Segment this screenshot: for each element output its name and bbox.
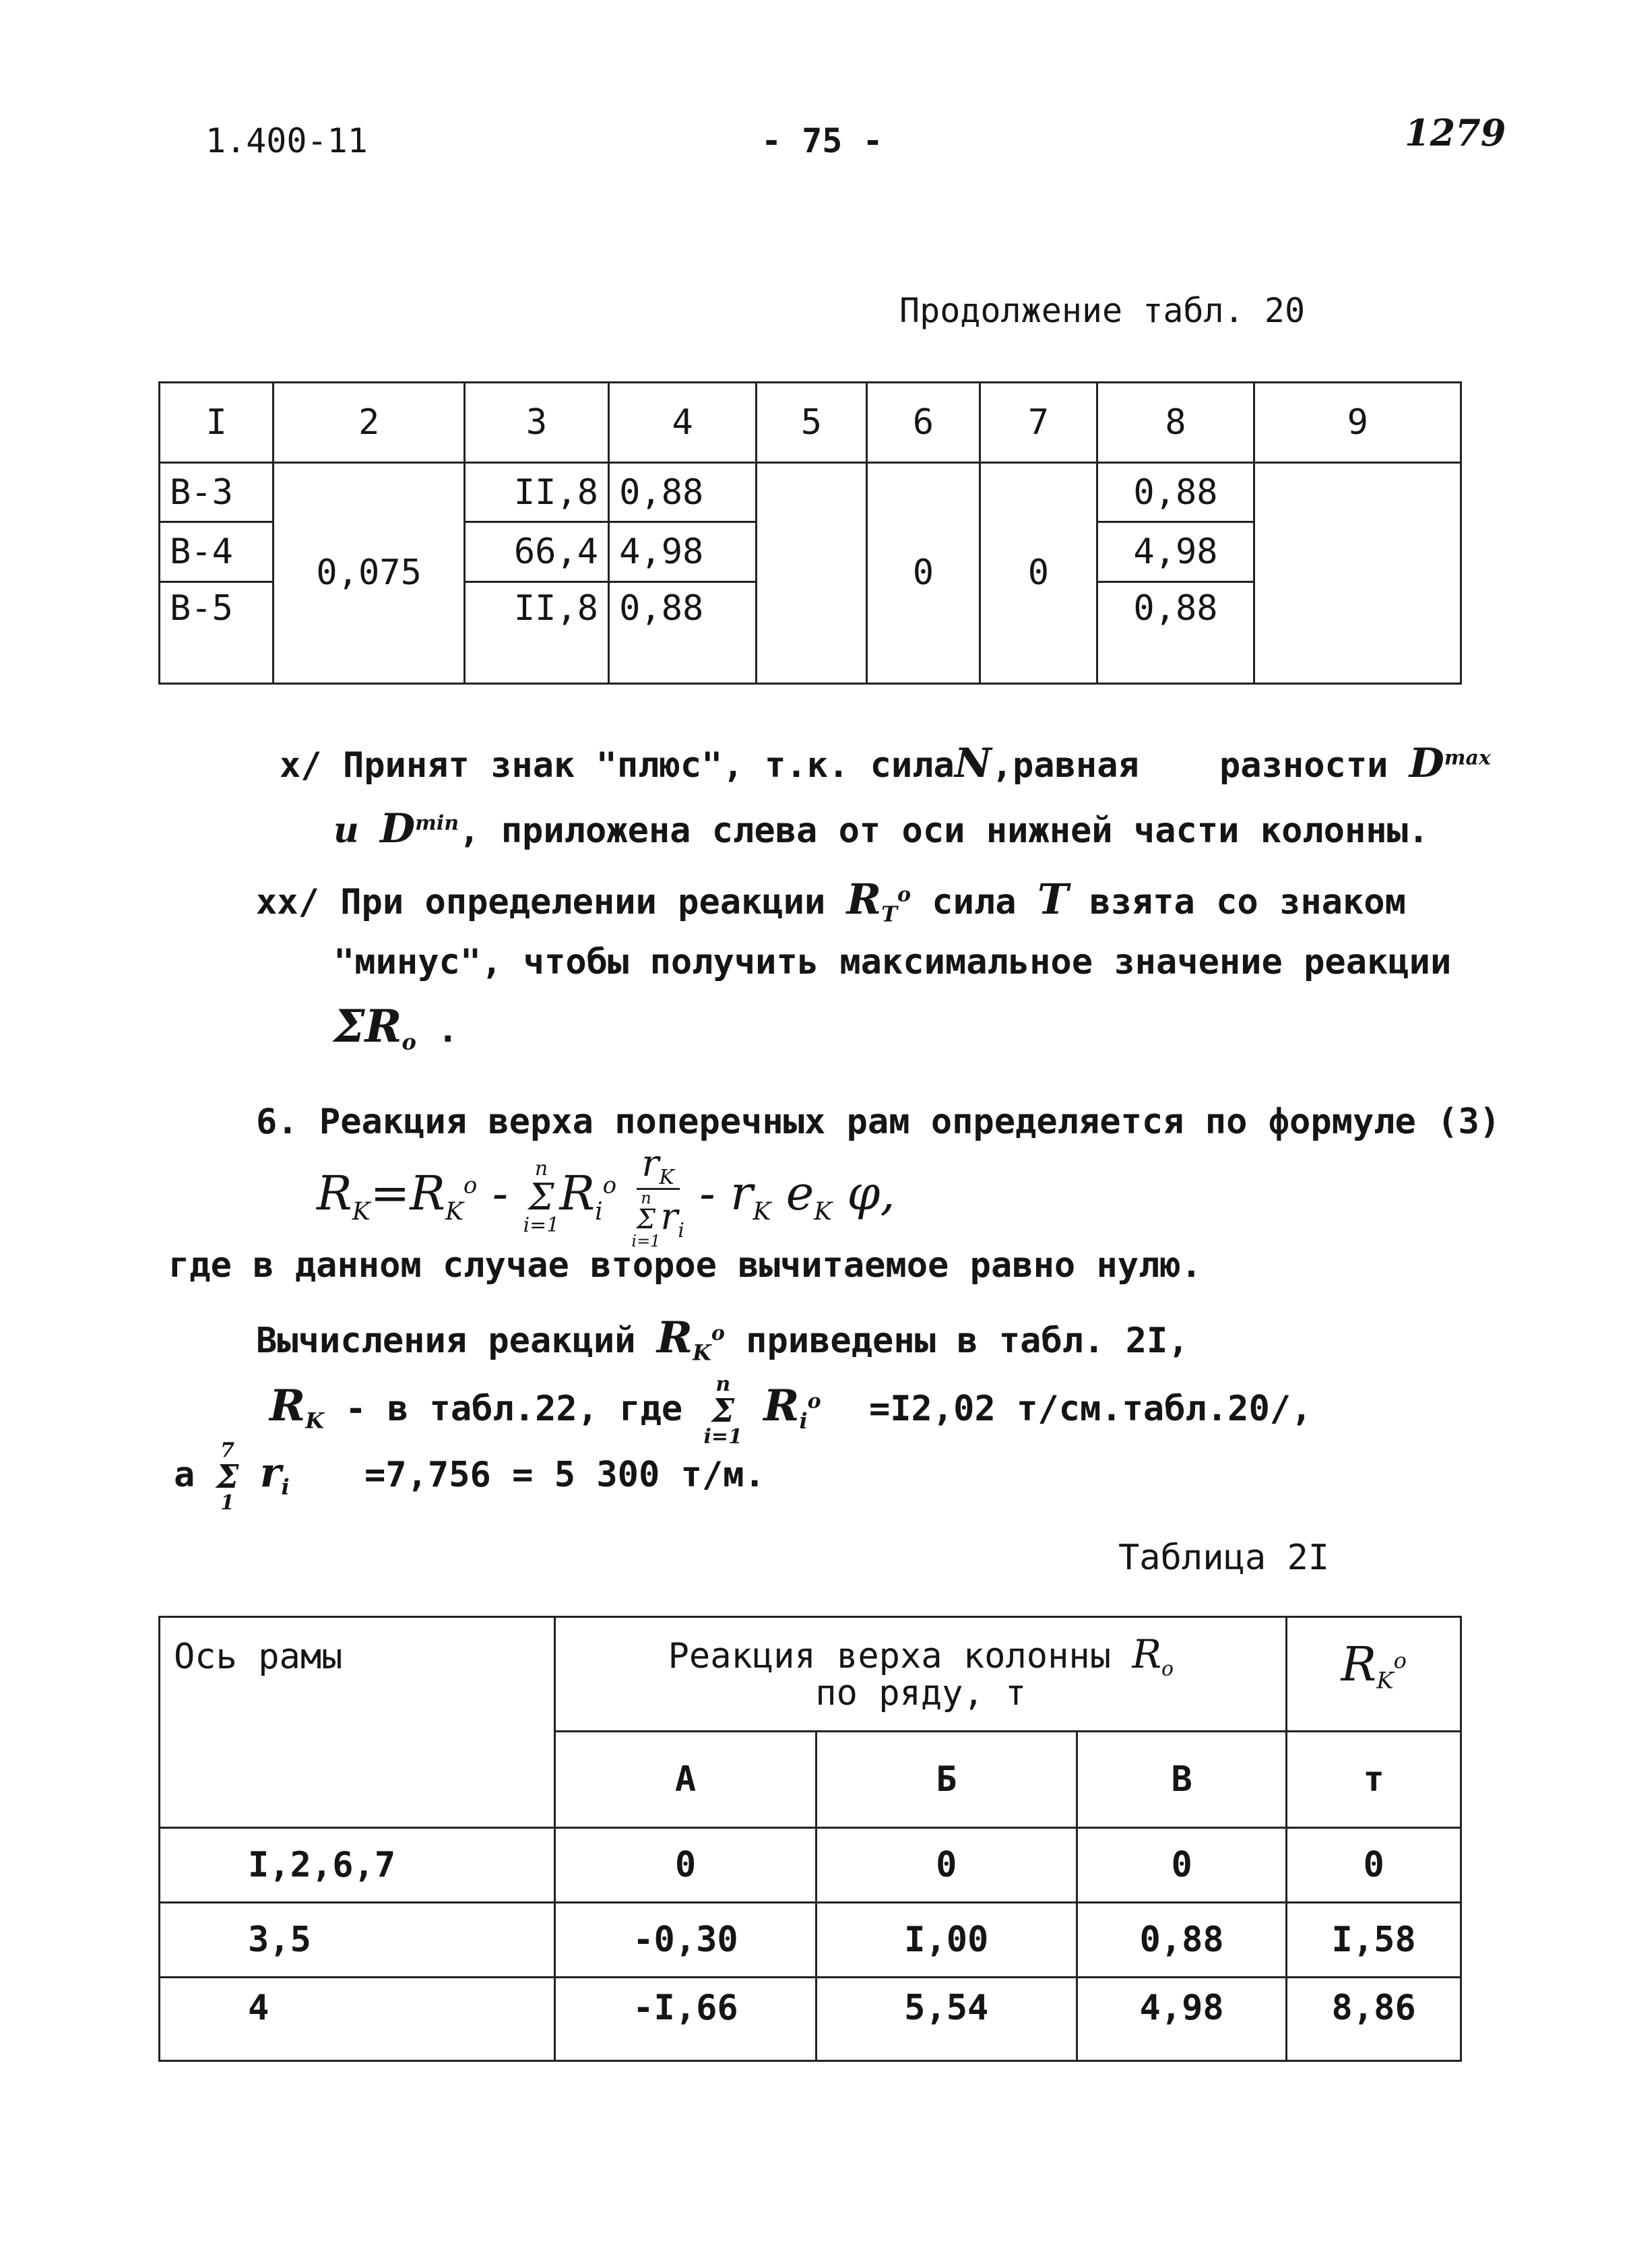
doc-code: 1.400-11 (205, 121, 368, 160)
table20-header-cell: 7 (980, 383, 1097, 463)
table20-cell: 0,88 (609, 582, 757, 684)
footnote-text: и (333, 810, 359, 851)
formula-part: = (370, 1165, 410, 1221)
table20-cell: II,8 (464, 462, 608, 522)
table21-header-v: В (1077, 1732, 1286, 1828)
footnote-text: взята со знаком (1089, 882, 1406, 922)
symbol-R: R (763, 1381, 800, 1431)
superscript-o: o (807, 1389, 821, 1414)
superscript-o: o (897, 883, 911, 907)
section-6-where: где в данном случае второе вычитаемое равно нулю. (168, 1245, 1203, 1286)
footnote-1-line-2 (333, 805, 1429, 852)
symbol-R: R (656, 1313, 693, 1363)
paragraph-text: =7,756 = 5 300 т/м. (364, 1455, 765, 1495)
formula-part: - (492, 1165, 509, 1221)
formula-part: , (880, 1165, 895, 1221)
table21-cell-axis: 3,5 (160, 1903, 555, 1978)
paragraph-text: =I2,02 т/см.табл.20/, (868, 1389, 1312, 1429)
table20-cell: В-4 (160, 522, 274, 582)
formula-part: R (410, 1165, 445, 1221)
paragraph-text: - в табл.22, где (345, 1389, 683, 1429)
table20-cell: 4,98 (1097, 522, 1254, 582)
section-6-calc (256, 1313, 1189, 1365)
symbol-R: R (846, 875, 882, 924)
footnote-1-line-1-end (1219, 740, 1491, 787)
formula-part: r (730, 1165, 753, 1221)
superscript-max: max (1444, 746, 1491, 770)
table20-cell-merged-col6: 0 (866, 462, 980, 683)
footnote-text: , приложена слева от оси нижней части колонны. (459, 811, 1430, 851)
table20 (158, 381, 1462, 685)
sum-symbol: n Σ i=1 (523, 1156, 560, 1237)
table-row (160, 462, 1461, 522)
footnote-text: . (437, 1010, 459, 1050)
formula-fraction: $r_K$ n Σ i=1 $r_i$ (631, 1142, 684, 1251)
table20-header-cell: I (160, 383, 274, 463)
footnote-2-line-3 (333, 1000, 458, 1054)
footnote-2-line-1 (256, 875, 1406, 926)
table20-cell-merged-col2: 0,075 (274, 462, 465, 683)
table21-cell-axis: I,2,6,7 (160, 1828, 555, 1903)
symbol-D: D (380, 805, 416, 852)
table21-cell: 0 (1287, 1828, 1461, 1903)
page-number: - 75 - (761, 121, 883, 160)
table20-header-cell: 6 (866, 383, 980, 463)
footnote-text: ,равная (991, 745, 1139, 786)
table21-cell: 8,86 (1287, 1978, 1461, 2061)
table21-cell: I,58 (1287, 1903, 1461, 1978)
table21 (158, 1616, 1462, 2062)
subscript-o: o (402, 1029, 416, 1055)
table21-header-rk: $R_K^o$ (1287, 1617, 1461, 1732)
symbol-T: T (1037, 875, 1068, 924)
table21-cell: 0 (816, 1828, 1077, 1903)
section-6-a-line (174, 1441, 765, 1513)
table21-cell: -0,30 (555, 1903, 816, 1978)
table20-cell: В-5 (160, 582, 274, 684)
table20-cell: 66,4 (464, 522, 608, 582)
formula-part: K (753, 1197, 771, 1226)
table21-cell: 0,88 (1077, 1903, 1286, 1978)
formula-part: K (352, 1197, 371, 1226)
table21-header-axis: Ось рамы (160, 1617, 555, 1828)
formula-part: R (559, 1165, 596, 1221)
paragraph-text: Вычисления реакций (256, 1321, 636, 1361)
table21-header-a: А (555, 1732, 816, 1828)
section-6-rk-line (269, 1375, 1312, 1447)
table20-caption: Продолжение табл. 20 (899, 291, 1306, 330)
formula-part: φ (847, 1165, 881, 1221)
table20-cell: 4,98 (609, 522, 757, 582)
sum-symbol: 7 Σ 1 (216, 1439, 239, 1515)
footnote-text: При определении реакции (340, 882, 826, 922)
footnote-2-line-2: "минус", чтобы получить максимальное значение реакции (333, 942, 1452, 982)
sum-symbol: n Σ i=1 (703, 1373, 742, 1449)
paragraph-text: а (174, 1455, 195, 1495)
formula-part: i (595, 1197, 603, 1226)
table20-cell-empty (757, 462, 867, 683)
table20-cell: 0,88 (609, 462, 757, 522)
footnote-text: сила (932, 882, 1017, 922)
formula-part: - (699, 1165, 715, 1221)
subscript-i: i (799, 1408, 808, 1434)
formula-part: o (463, 1172, 478, 1199)
table21-caption: Таблица 2I (1118, 1538, 1330, 1578)
symbol-D: D (1409, 740, 1444, 787)
superscript-o: o (711, 1321, 725, 1346)
formula-rk (317, 1142, 895, 1251)
table20-cell: II,8 (464, 582, 608, 684)
table20-cell: 0,88 (1097, 582, 1254, 684)
footnote-mark: xx/ (256, 882, 319, 922)
sheet-number: 1279 (1405, 111, 1506, 154)
table21-cell: 0 (555, 1828, 816, 1903)
table20-header-cell: 9 (1254, 383, 1461, 463)
table21-cell: 0 (1077, 1828, 1286, 1903)
table20-header-cell: 4 (609, 383, 757, 463)
paragraph-text: приведены в табл. 2I, (746, 1321, 1189, 1361)
table20-header-cell: 2 (274, 383, 465, 463)
table21-header-b: Б (816, 1732, 1077, 1828)
formula-part: o (602, 1172, 617, 1199)
footnote-1-line-1 (280, 740, 1139, 787)
table21-cell-axis: 4 (160, 1978, 555, 2061)
table-row (160, 1903, 1461, 1978)
table20-header-cell: 3 (464, 383, 608, 463)
table-row (160, 1978, 1461, 2061)
formula-part: e (786, 1165, 814, 1221)
subscript-K: K (305, 1408, 324, 1434)
symbol-sum-R: ΣR (333, 1000, 402, 1052)
table21-cell: I,00 (816, 1903, 1077, 1978)
subscript-K: K (693, 1340, 711, 1366)
table20-cell-merged-col7: 0 (980, 462, 1097, 683)
table20-cell-empty (1254, 462, 1461, 683)
formula-part: R (317, 1165, 352, 1221)
table21-header-row (160, 1617, 1461, 1732)
section-6-intro: 6. Реакция верха поперечных рам определяется по формуле (3) (256, 1102, 1501, 1142)
symbol-N: N (954, 740, 992, 787)
table20-header-row (160, 383, 1461, 463)
table21-cell: 4,98 (1077, 1978, 1286, 2061)
table-row (160, 1828, 1461, 1903)
table21-header-unit: т (1287, 1732, 1461, 1828)
table20-cell: В-3 (160, 462, 274, 522)
table20-header-cell: 5 (757, 383, 867, 463)
subscript-i: i (281, 1474, 290, 1500)
table21-cell: -I,66 (555, 1978, 816, 2061)
symbol-r: r (259, 1449, 282, 1497)
table20-cell: 0,88 (1097, 462, 1254, 522)
superscript-min: min (415, 811, 459, 836)
footnote-mark: x/ (280, 745, 322, 786)
table21-cell: 5,54 (816, 1978, 1077, 2061)
footnote-text: разности (1219, 745, 1388, 786)
table21-header-reaction: Реакция верха колонны $R_o$ по ряду, т (555, 1617, 1287, 1732)
subscript-T: T (881, 901, 897, 927)
symbol-R: R (269, 1381, 306, 1431)
table20-header-cell: 8 (1097, 383, 1254, 463)
formula-part: K (445, 1197, 463, 1226)
formula-part: K (814, 1197, 833, 1226)
footnote-text: Принят знак "плюс", т.к. сила (342, 745, 955, 786)
